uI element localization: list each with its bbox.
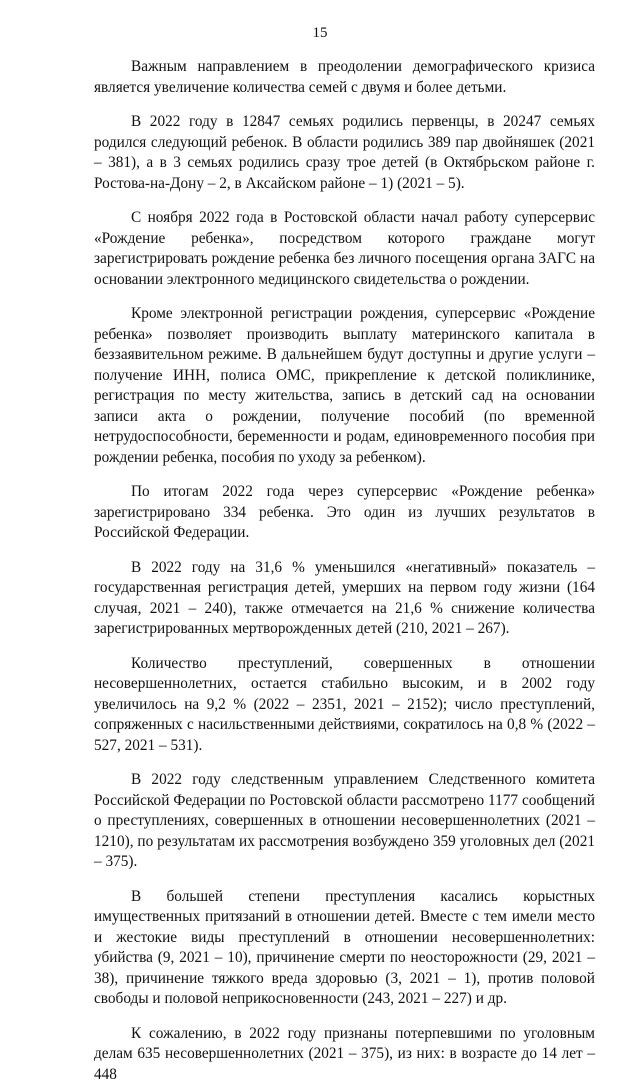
paragraph-superservice-results: По итогам 2022 года через суперсервис «Рождение ребенка» зарегистрировано 334 ребенка. Это один из лучших результатов в Российской Федерации. xyxy=(94,482,595,544)
paragraph-infant-mortality: В 2022 году на 31,6 % уменьшился «негативный» показатель – государственная регистрация детей, умерших на первом году жизни (164 случая, 2021 – 240), также отмечается на 21,6 % снижение количества зарегистрированных мертворожденных детей (210, 2021 – 267). xyxy=(94,558,595,640)
page-number: 15 xyxy=(0,24,640,42)
paragraph-crime-types: В большей степени преступления касались корыстных имущественных притязаний в отношении детей. Вместе с тем имели место и жестокие виды преступлений в отношении несовершеннолетних: убийства (9, 2021 – 10), причинение смерти по неосторожности (29, 2021 – 38), причинение тяжкого вреда здоровью (3, 2021 – 1), против половой свободы и половой неприкосновенности (243, 2021 – 227) и др. xyxy=(94,887,595,1010)
paragraph-births-2022: В 2022 году в 12847 семьях родились первенцы, в 20247 семьях родился следующий ребенок. В области родились 389 пар двойняшек (2021 – 381), а в 3 семьях родились сразу трое детей (в Октябрьском районе г. Ростова-на-Дону – 2, в Аксайском районе – 1) (2021 – 5). xyxy=(94,112,595,194)
paragraph-crimes-against-minors: Количество преступлений, совершенных в отношении несовершеннолетних, остается стабильно высоким, и в 2002 году увеличилось на 9,2 % (2022 – 2351, 2021 – 2152); число преступлений, сопряженных с насильственными действиями, сократилось на 0,8 % (2022 – 527, 2021 – 531). xyxy=(94,654,595,757)
paragraph-victims: К сожалению, в 2022 году признаны потерпевшими по уголовным делам 635 несовершеннолетних (2021 – 375), из них: в возрасте до 14 лет – 448 xyxy=(94,1024,595,1085)
paragraph-demographic-priority: Важным направлением в преодолении демографического кризиса является увеличение количества семей с двумя и более детьми. xyxy=(94,57,595,98)
paragraph-superservice-features: Кроме электронной регистрации рождения, суперсервис «Рождение ребенка» позволяет производить выплату материнского капитала в беззаявительном режиме. В дальнейшем будут доступны и другие услуги – получение ИНН, полиса ОМС, прикрепление к детской поликлинике, регистрация по месту жительства, запись в детский сад на основании записи акта о рождении, получение пособий (по временной нетрудоспособности, беременности и родам, единовременного пособия при рождении ребенка, пособия по уходу за ребенком). xyxy=(94,304,595,468)
paragraph-investigative-committee: В 2022 году следственным управлением Следственного комитета Российской Федерации по Ростовской области рассмотрено 1177 сообщений о преступлениях, совершенных в отношении несовершеннолетних (2021 – 1210), по результатам их рассмотрения возбуждено 359 уголовных дел (2021 – 375). xyxy=(94,770,595,873)
paragraph-superservice-launch: С ноября 2022 года в Ростовской области начал работу суперсервис «Рождение ребенка», посредством которого граждане могут зарегистрировать рождение ребенка без личного посещения органа ЗАГС на основании электронного медицинского свидетельства о рождении. xyxy=(94,208,595,290)
page-body xyxy=(94,57,595,1085)
